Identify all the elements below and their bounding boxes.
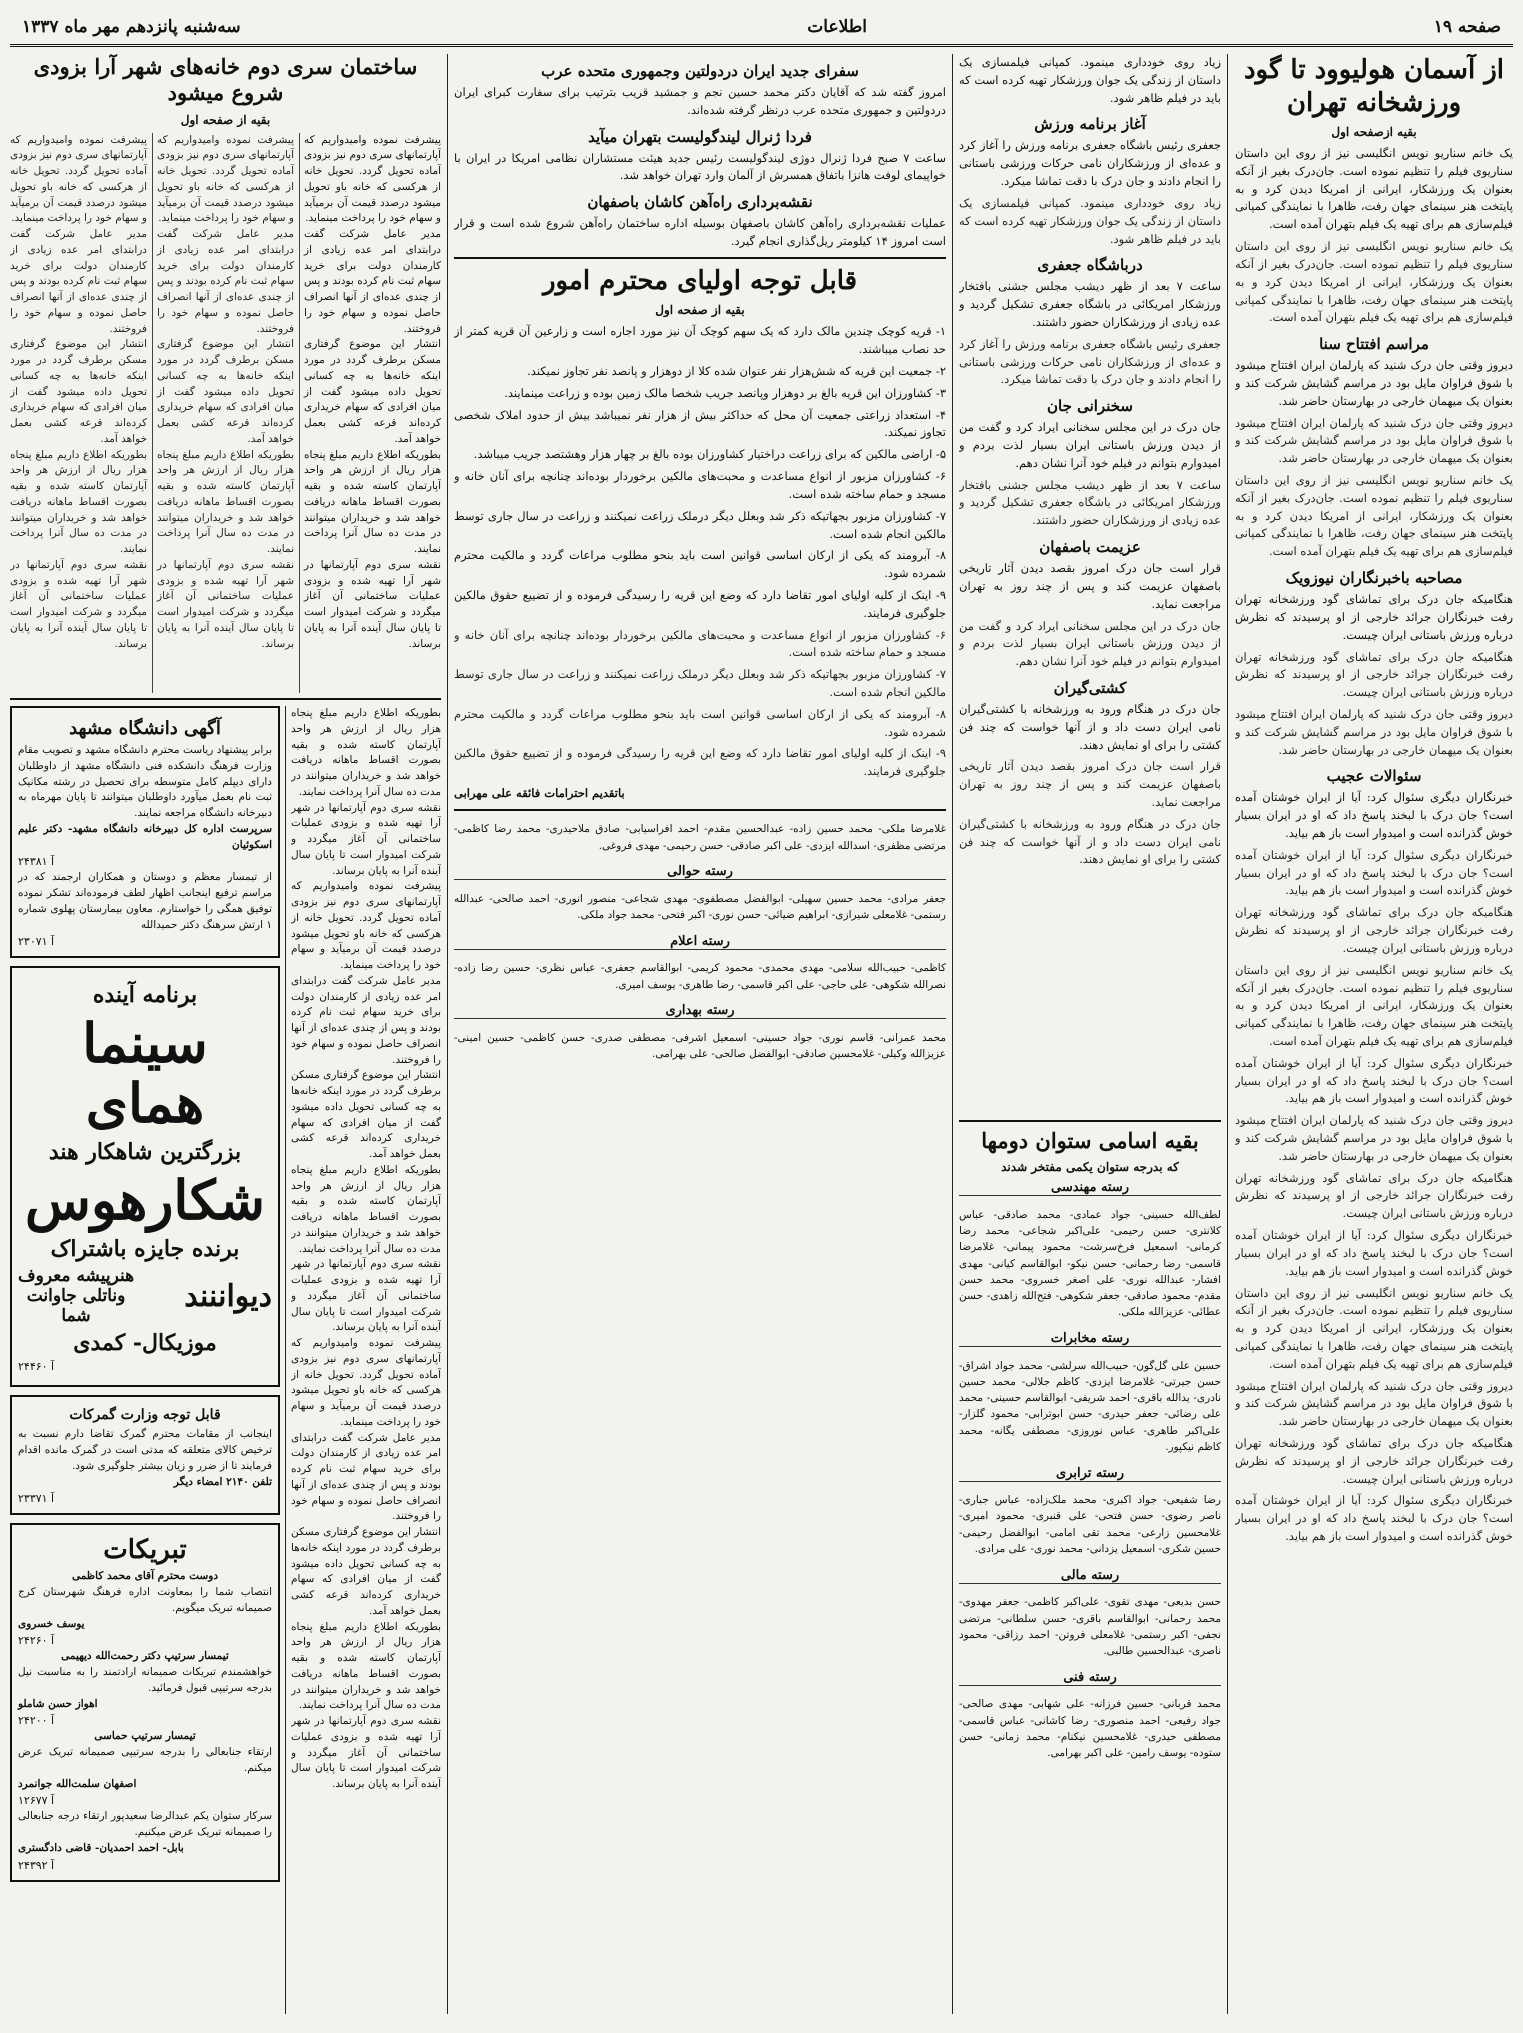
actor-name: دیواننند — [184, 1278, 272, 1314]
ad-code: آ ۱۲۶۷۷ — [18, 1794, 55, 1808]
promotions-subtitle: که بدرجه ستوان یکمی مفتخر شدند — [1001, 1160, 1179, 1175]
article-paragraph: دیروز وقتی جان درک شنید که پارلمان ایران افتتاح میشود با شوق فراوان مایل بود در مراسم گشایش شرکت کند و بعنوان یک میهمان خارجی در بهارستان حاضر شد. — [1235, 415, 1513, 466]
names-list: جعفر مرادی- محمد حسین سهیلی- ابوالفضل مصطفوی- مهدی شجاعی- منصور انوری- احمد صالحی- عبدالله رستمی- غلامعلی شیرازی- ابراهیم ضیائی- حسن نوری- اکبر فتحی- محمد جواد ملکی. — [454, 892, 946, 922]
continued-note: بقیه از صفحه اول — [655, 303, 745, 318]
ads-column — [10, 706, 280, 2014]
list-heading: رسته ترابری — [959, 1466, 1221, 1482]
mashhad-university-notice — [10, 706, 280, 958]
list-heading: رسته مهندسی — [959, 1180, 1221, 1196]
article-paragraph: مدیر عامل شرکت گفت درابتدای امر عده زیادی از کارمندان دولت برای خرید سهام ثبت نام کرده بودند و پس از چندی عده‌ای از آنها انصراف حاصل نموده و سهام خود را فروختند. — [10, 228, 147, 335]
notice-title: قابل توجه اولیای محترم امور — [542, 265, 858, 296]
article-paragraph: یک خانم سناریو نویس انگلیسی نیز از روی این داستان سناریوی فیلم را تنظیم نموده است. جان‌درک بغیر از آنکه بعنوان یک ورزشکار، ایرانی از امریکا دیدن کرد و به پایتخت هنر سینمای جهان رفت، ظاهرا با نمایندگی کمپانی فیلم‌سازی هم برای تهیه یک فیلم بتهران آمده است. — [1235, 473, 1513, 559]
article-paragraph: خبرنگاران دیگری سئوال کرد: آیا از ایران خوشتان آمده است؟ جان درک با لبخند پاسخ داد که او در ایران بسیار خوش گذرانده است و امیدوار است باز هم بیاید. — [1235, 847, 1513, 898]
column-rule — [285, 706, 286, 2014]
article-paragraph: نقشه سری دوم آپارتمانها در شهر آرا تهیه شده و بزودی عملیات ساختمانی آن آغاز میگردد و شرکت امیدوار است تا پایان سال آینده آنرا به پایان برساند. — [291, 801, 441, 877]
article-subheading: کشتی‌گیران — [1053, 678, 1127, 697]
promotions-title: بقیه اسامی ستوان دومها — [981, 1128, 1199, 1153]
congrats-addressee: تیمسار سرتیپ دکتر رحمت‌الله دیهیمی — [61, 1650, 229, 1663]
article-paragraph: هنگامیکه جان درک برای تماشای گود ورزشخانه تهران رفت خبرنگاران جرائد خارجی از او پرسیدند که نظرش درباره ورزش باستانی ایران چیست. — [1235, 1170, 1513, 1221]
article-paragraph: بطوریکه اطلاع داریم مبلغ پنجاه هزار ریال از ارزش هر واحد آپارتمان کاسته شده و بقیه بصورت اقساط ماهانه دریافت خواهد شد و خریداران میتوانند در مدت ده سال آنرا پرداخت نمایند. — [10, 448, 147, 555]
news-headline: فردا ژنرال لیندگولیست بتهران میآید — [588, 127, 812, 146]
officer-promotions — [959, 1128, 1221, 2014]
article-construction — [10, 54, 441, 694]
ad-code: آ ۲۳۰۷۱ — [18, 935, 55, 949]
article-paragraph: جان درک در هنگام ورود به ورزشخانه با کشتی‌گیران نامی ایران دست داد و از آنها خواست که چند فن کشتی را برای او نمایش دهند. — [959, 701, 1221, 752]
article-paragraph: مدیر عامل شرکت گفت درابتدای امر عده زیادی از کارمندان دولت برای خرید سهام ثبت نام کرده بودند و پس از چندی عده‌ای از آنها انصراف حاصل نموده و سهام خود را فروختند. — [291, 974, 441, 1066]
notice-item: ۸- آبرومند که یکی از ارکان اساسی قوانین است باید بنحو مطلوب مراعات گردد و مالکیت محترم شمرده شود. — [454, 548, 946, 581]
article-paragraph: پیشرفت نموده وامیدواریم که آپارتمانهای سری دوم نیز بزودی آماده تحویل گردد. تحویل خانه از هرکسی که خانه باو تحویل میشود درصدد قیمت آن برمیآید و سهام خود را پرداخت مینماید. — [291, 1337, 441, 1428]
names-list: حسن بدیعی- مهدی تقوی- علی‌اکبر کاظمی- جعفر مهدوی- محمد رحمانی- ابوالقاسم باقری- حسن سلطانی- مرتضی نجفی- اکبر رستمی- غلامعلی فروتن- احمد رزاقی- محمود ناصری- عبدالحسین طالبی. — [959, 1596, 1221, 1658]
article-columns — [10, 133, 441, 693]
issue-date: سه‌شنبه پانزدهم مهر ماه ۱۳۳۷ — [22, 17, 241, 37]
notice-item: ۹- اینک از کلیه اولیای امور تقاضا دارد که وضع این قریه را رسیدگی فرموده و از تضییع حقوق مالکین جلوگیری فرمایند. — [454, 587, 946, 620]
congrats-sign: اهواز حسن شاملو — [18, 1697, 98, 1710]
list-heading: رسته مالی — [959, 1568, 1221, 1584]
notice-item: ۷- کشاورزان مزبور بجهاتیکه ذکر شد وبعلل دیگر درملک زراعت نمیکنند و زراعت در سال جاری توسط مالکین انجام شده است. — [454, 667, 946, 699]
congratulations — [10, 1523, 280, 1881]
article-paragraph: هنگامیکه جان درک برای تماشای گود ورزشخانه تهران رفت خبرنگاران جرائد خارجی از او پرسیدند که نظرش درباره ورزش باستانی ایران چیست. — [1235, 592, 1513, 642]
article-paragraph: مدیر عامل شرکت گفت درابتدای امر عده زیادی از کارمندان دولت برای خرید سهام ثبت نام کرده بودند و پس از چندی عده‌ای از آنها انصراف حاصل نموده و سهام خود را فروختند. — [291, 1431, 441, 1523]
actor-name: وناتلی جاوانت — [26, 1286, 126, 1307]
article-paragraph: بطوریکه اطلاع داریم مبلغ پنجاه هزار ریال از ارزش هر واحد آپارتمان کاسته شده و بقیه بصورت اقساط ماهانه دریافت خواهد شد و خریداران میتوانند در مدت ده سال آنرا پرداخت نمایند. — [304, 448, 441, 555]
notice-item: ۵- اراضی مالکین که برای زراعت دراختیار کشاورزان بوده بالغ بر چهار هزار وهشتصد جریب میباشد. — [473, 447, 946, 462]
center-name-lists — [454, 821, 946, 1062]
article-paragraph: جان درک در این مجلس سخنانی ایراد کرد و گفت من از دیدن ورزش باستانی ایران بسیار لذت بردم و امیدوارم بتوانم در فیلم خود آنرا نشان دهم. — [959, 618, 1221, 669]
customs-notice — [10, 1395, 280, 1515]
ad-code: آ ۲۴۲۰۰ — [18, 1714, 55, 1728]
article-subheading: سئوالات عجیب — [1326, 767, 1422, 786]
masthead — [10, 10, 1513, 47]
notice-item: ۱- قریه کوچک چندین مالک دارد که یک سهم کوچک آن نیز مورد اجاره است و زارعین آن قریه کمتر از حد نصاب میباشند. — [454, 324, 946, 357]
article-paragraph: خبرنگاران دیگری سئوال کرد: آیا از ایران خوشتان آمده است؟ جان درک با لبخند پاسخ داد که او در ایران بسیار خوش گذرانده است و امیدوار است باز هم بیاید. — [1235, 1055, 1513, 1106]
names-list: حسین علی گل‌گون- حبیب‌الله سرلشی- محمد جواد اشراق- حسن جیرتی- غلامرضا ایزدی- کاظم جلالی- محمد حسین نادری- یدالله باقری- احمد شریفی- ابوالقاسم حسینی- محمد علی رضائی- جعفر حیدری- حسن ابوترابی- محمود گلزار- علی‌اکبر طاهری- عباس نوروزی- مصطفی یگانه- محمد کاظم نیکپور. — [959, 1359, 1221, 1453]
article-paragraph: دیروز وقتی جان درک شنید که پارلمان ایران افتتاح میشود با شوق فراوان مایل بود در مراسم گشایش شرکت کند و بعنوان یک میهمان خارجی در بهارستان حاضر شد. — [1235, 706, 1513, 757]
cast-details — [18, 1266, 134, 1326]
article-subheading: مراسم افتتاح سنا — [1319, 335, 1429, 354]
notice-title: قابل توجه وزارت گمرکات — [69, 1407, 221, 1424]
article-paragraph: دیروز وقتی جان درک شنید که پارلمان ایران افتتاح میشود با شوق فراوان مایل بود در مراسم گشایش شرکت کند و بعنوان یک میهمان خارجی در بهارستان حاضر شد. — [1235, 1378, 1513, 1429]
list-heading: رسته اعلام — [454, 934, 946, 950]
congrats-body: ارتقاء جنابعالی را بدرجه سرتیپی صمیمانه تبریک عرض میکنم. — [18, 1746, 272, 1774]
article-paragraph: بطوریکه اطلاع داریم مبلغ پنجاه هزار ریال از ارزش هر واحد آپارتمان کاسته شده و بقیه بصورت اقساط ماهانه دریافت خواهد شد و خریداران میتوانند در مدت ده سال آنرا پرداخت نمایند. — [291, 1620, 441, 1712]
article-paragraph: بطوریکه اطلاع داریم مبلغ پنجاه هزار ریال از ارزش هر واحد آپارتمان کاسته شده و بقیه بصورت اقساط ماهانه دریافت خواهد شد و خریداران میتوانند در مدت ده سال آنرا پرداخت نمایند. — [291, 1163, 441, 1255]
article-sports — [959, 54, 1221, 1114]
article-subheading: درباشگاه جعفری — [1037, 256, 1143, 275]
article-title: از آسمان هولیوود تا گود ورزشخانه تهران — [1243, 55, 1505, 118]
article-paragraph: مدیر عامل شرکت گفت درابتدای امر عده زیادی از کارمندان دولت برای خرید سهام ثبت نام کرده بودند و پس از چندی عده‌ای از آنها انصراف حاصل نموده و سهام خود را فروختند. — [157, 228, 294, 335]
notice-title: آگهی دانشگاه مشهد — [69, 718, 221, 739]
notice-item: ۶- کشاورزان مزبور از انواع مساعدت و محبت‌های مالکین برخوردار بوده‌اند چنانچه برای آنان خانه و مسجد و حمام ساخته شده است. — [454, 469, 946, 501]
notice-body: از تیمسار معظم و دوستان و همکاران ارجمند که در مراسم ترفیع اینجانب اظهار لطف فرموده‌اند تشکر نموده توفیق همگی را خواستارم. معاون بیمارستان پهلوی شماره ۱ ارتش سرهنگ دکتر حمیدالله — [18, 871, 272, 931]
article-paragraph: پیشرفت نموده وامیدواریم که آپارتمانهای سری دوم نیز بزودی آماده تحویل گردد. تحویل خانه از هرکسی که خانه باو تحویل میشود درصدد قیمت آن برمیآید و سهام خود را پرداخت مینماید. — [157, 133, 294, 225]
article-paragraph: جعفری رئیس باشگاه جعفری برنامه ورزش را آغاز کرد و عده‌ای از ورزشکاران نامی حرکات ورزشی باستانی را انجام دادند و جان درک با دقت تماشا میکرد. — [959, 336, 1221, 387]
center-column — [454, 54, 946, 2014]
article-paragraph: هنگامیکه جان درک برای تماشای گود ورزشخانه تهران رفت خبرنگاران جرائد خارجی از او پرسیدند که نظرش درباره ورزش باستانی ایران چیست. — [1235, 649, 1513, 700]
article-paragraph: نقشه سری دوم آپارتمانها در شهر آرا تهیه شده و بزودی عملیات ساختمانی آن آغاز میگردد و شرکت امیدوار است تا پایان سال آینده آنرا به پایان برساند. — [304, 558, 441, 650]
section-divider — [454, 809, 946, 811]
notice-body: اینجانب از مقامات محترم گمرک تقاضا دارم نسبت به ترخیص کالای متعلقه که مدتی است در گمرک مانده اقدام فرمایند تا از ضرر و زیان بیشتر جلوگیری شود. — [18, 1428, 272, 1472]
article-paragraph: دیروز وقتی جان درک شنید که پارلمان ایران افتتاح میشود با شوق فراوان مایل بود در مراسم گشایش شرکت کند و بعنوان یک میهمان خارجی در بهارستان حاضر شد. — [1235, 1113, 1513, 1163]
article-paragraph: خبرنگاران دیگری سئوال کرد: آیا از ایران خوشتان آمده است؟ جان درک با لبخند پاسخ داد که او در ایران بسیار خوش گذرانده است و امیدوار است باز هم بیاید. — [1235, 790, 1513, 840]
news-paragraph: عملیات نقشه‌برداری راه‌آهن کاشان باصفهان بوسیله اداره ساختمان راه‌آهن شروع شده است و قرار است امروز ۱۴ کیلومتر ریل‌گذاری انجام گیرد. — [454, 216, 946, 249]
actor-role: هنرپیشه معروف — [18, 1266, 135, 1287]
cast-row — [18, 1266, 272, 1326]
names-list: لطف‌الله حسینی- جواد عمادی- محمد صادقی- عباس کلانتری- حسن رحیمی- علی‌اکبر شجاعی- محمد رضا کرمانی- اسمعیل فرخ‌سرشت- محمود پیمانی- غلامرضا قاسمی- رضا رحمانی- حسن نیکو- ابوالقاسم کیانی- مهدی افشار- عبدالله نوری- علی اصغر خسروی- محمد حسن مقدم- محمود صادقی- جعفر شکوهی- فتح‌الله زاهدی- حسن عطائی- عزیزالله ملکی. — [959, 1208, 1221, 1319]
page-number: صفحه ۱۹ — [1433, 17, 1501, 37]
news-headline: سفرای جدید ایران دردولتین وجمهوری متحده عرب — [541, 62, 859, 80]
article-paragraph: خبرنگاران دیگری سئوال کرد: آیا از ایران خوشتان آمده است؟ جان درک با لبخند پاسخ داد که او در ایران بسیار خوش گذرانده است و امیدوار است باز هم بیاید. — [1235, 1228, 1513, 1278]
news-briefs — [454, 62, 946, 251]
article-paragraph: انتشار این موضوع گرفتاری مسکن برطرف گردد در مورد اینکه خانه‌ها به چه کسانی تحویل داده میشود گفت از میان افرادی که سهام خریداری کرده‌اند قرعه کشی بعمل خواهد آمد. — [304, 338, 441, 445]
names-list: محمد عمرانی- قاسم نوری- جواد حسینی- اسمعیل اشرفی- مصطفی صدری- حسن کاظمی- حسین امینی- عزیزالله وکیلی- غلامحسین صادقی- ابوالفضل صالحی- علی بهرامی. — [454, 1031, 946, 1061]
cinema-tagline: بزرگترین شاهکار هند — [48, 1139, 242, 1166]
article-paragraph: مدیر عامل شرکت گفت درابتدای امر عده زیادی از کارمندان دولت برای خرید سهام ثبت نام کرده بودند و پس از چندی عده‌ای از آنها انصراف حاصل نموده و سهام خود را فروختند. — [304, 228, 441, 335]
ad-code: آ ۲۴۳۹۲ — [18, 1858, 55, 1872]
names-list: رضا شفیعی- جواد اکبری- محمد ملک‌زاده- عباس جباری- ناصر رضوی- حسن فتحی- علی قنبری- محمود امیری- غلامحسین زارعی- محمد تقی امامی- ابوالفضل رحیمی- حسین شکری- اسمعیل یزدانی- محمد نوری- علی مرادی. — [959, 1494, 1221, 1555]
article-paragraph: نقشه سری دوم آپارتمانها در شهر آرا تهیه شده و بزودی عملیات ساختمانی آن آغاز میگردد و شرکت امیدوار است تا پایان سال آینده آنرا به پایان برساند. — [10, 558, 147, 650]
article-title: ساختمان سری دوم خانه‌های شهر آرا بزودی شروع میشود — [33, 54, 418, 106]
article-paragraph: خبرنگاران دیگری سئوال کرد: آیا از ایران خوشتان آمده است؟ جان درک با لبخند پاسخ داد که او در ایران بسیار خوش گذرانده است و امیدوار است باز هم بیاید. — [1235, 1493, 1513, 1544]
article-paragraph: انتشار این موضوع گرفتاری مسکن برطرف گردد در مورد اینکه خانه‌ها به چه کسانی تحویل داده میشود گفت از میان افرادی که سهام خریداری کرده‌اند قرعه کشی بعمل خواهد آمد. — [157, 338, 294, 445]
article-subheading: آغاز برنامه ورزش — [1034, 115, 1146, 134]
congrats-body: انتصاب شما را بمعاونت اداره فرهنگ شهرستان کرج صمیمانه تبریک میگویم. — [18, 1586, 272, 1614]
article-subheading: عزیمت باصفهان — [1039, 538, 1141, 557]
congrats-addressee: دوست محترم آقای محمد کاظمی — [71, 1570, 219, 1583]
notice-item: ۳- کشاورزان این قریه بالغ بر دوهزار وپانصد جریب شخصا مالک زمین بوده و زراعت مینمایند. — [504, 385, 946, 400]
newspaper-page — [10, 10, 1513, 2023]
article-paragraph: ساعت ۷ بعد از ظهر دیشب مجلس جشنی بافتخار ورزشکار امریکائی در باشگاه جعفری تشکیل گردید و عده زیادی از ورزشکاران حضور داشتند. — [959, 477, 1221, 528]
notice-item: ۶- کشاورزان مزبور از انواع مساعدت و محبت‌های مالکین برخوردار بوده‌اند چنانچه برای آنان خانه و مسجد و حمام ساخته شده است. — [454, 627, 946, 660]
article-paragraph: بطوریکه اطلاع داریم مبلغ پنجاه هزار ریال از ارزش هر واحد آپارتمان کاسته شده و بقیه بصورت اقساط ماهانه دریافت خواهد شد و خریداران میتوانند در مدت ده سال آنرا پرداخت نمایند. — [157, 448, 294, 555]
cinema-ad-top: برنامه آینده — [92, 982, 198, 1009]
article-paragraph: انتشار این موضوع گرفتاری مسکن برطرف گردد در مورد اینکه خانه‌ها به چه کسانی تحویل داده میشود گفت از میان افرادی که سهام خریداری کرده‌اند قرعه کشی بعمل خواهد آمد. — [291, 1069, 441, 1160]
article-paragraph: انتشار این موضوع گرفتاری مسکن برطرف گردد در مورد اینکه خانه‌ها به چه کسانی تحویل داده میشود گفت از میان افرادی که سهام خریداری کرده‌اند قرعه کشی بعمل خواهد آمد. — [10, 338, 147, 445]
cinema-name: سینما همای — [82, 1011, 208, 1135]
news-paragraph: ساعت ۷ صبح فردا ژنرال دوژی لیندگولیست رئیس جدید هیئت مستشاران نظامی امریکا در ایران با خواپیمای لوفت هانزا باتفاق همسرش از آلمان وارد تهران خواهد شد. — [454, 150, 946, 183]
congrats-addressee: تیمسار سرتیپ حماسی — [94, 1730, 196, 1743]
notice-phone: تلفن ۲۱۴۰ امضاء دیگر — [173, 1475, 272, 1488]
article-paragraph: زیاد روی خودداری مینمود. کمپانی فیلمسازی یک داستان از زندگی یک جوان ورزشکار تهیه کرده است که باید در فیلم ظاهر شود. — [959, 195, 1221, 246]
ad-code: آ ۲۳۳۷۱ — [18, 1492, 55, 1506]
notice-signature: سرپرست اداره کل دبیرخانه دانشگاه مشهد- دکتر علیم اسکوئیان — [18, 822, 272, 851]
article-hollywood — [1235, 54, 1513, 2014]
column-rule — [952, 54, 953, 2014]
article-paragraph: یک خانم سناریو نویس انگلیسی نیز از روی این داستان سناریوی فیلم را تنظیم نموده است. جان‌درک بغیر از آنکه بعنوان یک ورزشکار، ایرانی از امریکا دیدن کرد و به پایتخت هنر سینمای جهان رفت، ظاهرا با نمایندگی کمپانی فیلم‌سازی هم برای تهیه یک فیلم بتهران آمده است. — [1235, 146, 1513, 232]
list-heading: رسته فنی — [959, 1670, 1221, 1686]
article-paragraph: یک خانم سناریو نویس انگلیسی نیز از روی این داستان سناریوی فیلم را تنظیم نموده است. جان‌درک بغیر از آنکه بعنوان یک ورزشکار، ایرانی از امریکا دیدن کرد و به پایتخت هنر سینمای جهان رفت، ظاهرا با نمایندگی کمپانی فیلم‌سازی هم برای تهیه یک فیلم بتهران آمده است. — [1235, 239, 1513, 325]
names-list: کاظمی- حبیب‌الله سلامی- مهدی محمدی- محمود کریمی- ابوالقاسم جعفری- عباس نظری- حسین رضا زاده- نصرالله شکوهی- علی حاجی- علی اکبر قاسمی- رضا طاهری- یوسف امیری. — [454, 962, 946, 991]
congrats-title: تبریکات — [103, 1535, 187, 1566]
article-paragraph: یک خانم سناریو نویس انگلیسی نیز از روی این داستان سناریوی فیلم را تنظیم نموده است. جان‌درک بغیر از آنکه بعنوان یک ورزشکار، ایرانی از امریکا دیدن کرد و به پایتخت هنر سینمای جهان رفت، ظاهرا با نمایندگی کمپانی فیلم‌سازی هم برای تهیه یک فیلم بتهران آمده است. — [1235, 1285, 1513, 1371]
ad-code: آ ۲۴۲۶۰ — [18, 1634, 55, 1648]
column-rule — [1227, 54, 1228, 2014]
article-paragraph: ساعت ۷ بعد از ظهر دیشب مجلس جشنی بافتخار ورزشکار امریکائی در باشگاه جعفری تشکیل گردید و عده زیادی از ورزشکاران حضور داشتند. — [959, 279, 1221, 329]
ad-code: آ ۲۴۳۸۱ — [18, 855, 55, 869]
film-title: شکارهوس — [25, 1168, 265, 1233]
list-heading: رسته مخابرات — [959, 1331, 1221, 1347]
article-paragraph: نقشه سری دوم آپارتمانها در شهر آرا تهیه شده و بزودی عملیات ساختمانی آن آغاز میگردد و شرکت امیدوار است تا پایان سال آینده آنرا به پایان برساند. — [157, 558, 294, 650]
notice-item: ۸- آبرومند که یکی از ارکان اساسی قوانین است باید بنحو مطلوب مراعات گردد و مالکیت محترم شمرده شود. — [454, 706, 946, 739]
article-paragraph: نقشه سری دوم آپارتمانها در شهر آرا تهیه شده و بزودی عملیات ساختمانی آن آغاز میگردد و شرکت امیدوار است تا پایان سال آینده آنرا به پایان برساند. — [291, 1258, 441, 1334]
notice-signature: باتقدیم احترامات فائقه علی مهرابی — [454, 786, 625, 801]
congrats-sign: اصفهان سلمت‌الله جوانمرد — [18, 1777, 137, 1790]
paper-name: اطلاعات — [807, 17, 867, 37]
article-paragraph: قرار است جان درک امروز بقصد دیدن آثار تاریخی باصفهان عزیمت کند و پس از چند روز به تهران مراجعت نماید. — [959, 561, 1221, 611]
actor-name: شما — [61, 1306, 91, 1327]
article-paragraph: بطوریکه اطلاع داریم مبلغ پنجاه هزار ریال از ارزش هر واحد آپارتمان کاسته شده و بقیه بصورت اقساط ماهانه دریافت خواهد شد و خریداران میتوانند در مدت ده سال آنرا پرداخت نمایند. — [291, 707, 441, 798]
news-headline: نقشه‌برداری راه‌آهن کاشان باصفهان — [587, 193, 813, 212]
news-paragraph: امروز گفته شد که آقایان دکتر محمد حسین نجم و جمشید قریب بترتیب برای سفارت کبرای ایران دردولتین و جمهوری متحده عرب درنظر گرفته شده‌اند. — [454, 85, 946, 117]
article-subheading: مصاحبه باخبرنگاران نیوزویک — [1285, 569, 1463, 588]
article-paragraph: قرار است جان درک امروز بقصد دیدن آثار تاریخی باصفهان عزیمت کند و پس از چند روز به تهران مراجعت نماید. — [959, 759, 1221, 809]
film-award: برنده جایزه باشتراک — [50, 1236, 240, 1263]
article-paragraph: پیشرفت نموده وامیدواریم که آپارتمانهای سری دوم نیز بزودی آماده تحویل گردد. تحویل خانه از هرکسی که خانه باو تحویل میشود درصدد قیمت آن برمیآید و سهام خود را پرداخت مینماید. — [291, 880, 441, 971]
names-list: غلامرضا ملکی- محمد حسین زاده- عبدالحسین مقدم- احمد افراسیابی- صادق ملاحیدری- محمد رضا کاظمی- مرتضی مظفری- اسدالله ایزدی- علی اکبر صادقی- حسن رحیمی- مهدی فروغی. — [454, 823, 946, 852]
article-paragraph: پیشرفت نموده وامیدواریم که آپارتمانهای سری دوم نیز بزودی آماده تحویل گردد. تحویل خانه از هرکسی که خانه باو تحویل میشود درصدد قیمت آن برمیآید و سهام خود را پرداخت مینماید. — [304, 133, 441, 225]
article-paragraph: پیشرفت نموده وامیدواریم که آپارتمانهای سری دوم نیز بزودی آماده تحویل گردد. تحویل خانه از هرکسی که خانه باو تحویل میشود درصدد قیمت آن برمیآید و سهام خود را پرداخت مینماید. — [10, 133, 147, 225]
congrats-body: سرکار ستوان یکم عبدالرضا سعیدپور ارتقاء درجه جنابعالی را صمیمانه تبریک عرض میکنیم. — [18, 1810, 272, 1839]
notice-item: ۴- استعداد زراعتی جمعیت آن محل که حداکثر بیش از هزار نفر نمیباشد بیش از حدود املاک شخصی تجاوز نمیکند. — [454, 407, 946, 440]
article-paragraph: دیروز وقتی جان درک شنید که پارلمان ایران افتتاح میشود با شوق فراوان مایل بود در مراسم گشایش شرکت کند و بعنوان یک میهمان خارجی در بهارستان حاضر شد. — [1235, 358, 1513, 408]
article-paragraph: جان درک در هنگام ورود به ورزشخانه با کشتی‌گیران نامی ایران دست داد و از آنها خواست که چند فن کشتی را برای او نمایش دهند. — [959, 816, 1221, 867]
article-paragraph: یک خانم سناریو نویس انگلیسی نیز از روی این داستان سناریوی فیلم را تنظیم نموده است. جان‌درک بغیر از آنکه بعنوان یک ورزشکار، ایرانی از امریکا دیدن کرد و به پایتخت هنر سینمای جهان رفت، ظاهرا با نمایندگی کمپانی فیلم‌سازی هم برای تهیه یک فیلم بتهران آمده است. — [1235, 962, 1513, 1048]
notice-item: ۲- جمعیت این قریه که شش‌هزار نفر عنوان شده کلا از دوهزار و پانصد نفر تجاوز نمیکند. — [527, 364, 946, 378]
notice-officials — [454, 265, 946, 803]
column-rule — [447, 54, 448, 2014]
names-list: محمد قربانی- حسین فرزانه- علی شهابی- مهدی صالحی- جواد رفیعی- احمد منصوری- رضا کاشانی- عباس قاسمی- مصطفی حیدری- غلامحسین نیکنام- محمد زمانی- حسن ستوده- یوسف رامین- علی اکبر بهرامی. — [959, 1698, 1221, 1760]
article-paragraph: انتشار این موضوع گرفتاری مسکن برطرف گردد در مورد اینکه خانه‌ها به چه کسانی تحویل داده میشود گفت از میان افرادی که سهام خریداری کرده‌اند قرعه کشی بعمل خواهد آمد. — [291, 1526, 441, 1617]
article-paragraph: هنگامیکه جان درک برای تماشای گود ورزشخانه تهران رفت خبرنگاران جرائد خارجی از او پرسیدند که نظرش درباره ورزش باستانی ایران چیست. — [1235, 1436, 1513, 1486]
article-paragraph: نقشه سری دوم آپارتمانها در شهر آرا تهیه شده و بزودی عملیات ساختمانی آن آغاز میگردد و شرکت امیدوار است تا پایان سال آینده آنرا به پایان برساند. — [291, 1715, 441, 1790]
article-paragraph: هنگامیکه جان درک برای تماشای گود ورزشخانه تهران رفت خبرنگاران جرائد خارجی از او پرسیدند که نظرش درباره ورزش باستانی ایران چیست. — [1235, 905, 1513, 955]
article-subheading: سخنرانی جان — [1047, 397, 1133, 416]
congrats-sign: بابل- احمد احمدیان- قاضی دادگستری — [18, 1841, 184, 1854]
continued-note: بقیه ازصفحه اول — [1331, 125, 1417, 139]
congrats-sign: یوسف خسروی — [18, 1617, 85, 1630]
article-paragraph: جعفری رئیس باشگاه جعفری برنامه ورزش را آغاز کرد و عده‌ای از ورزشکاران نامی حرکات ورزشی باستانی را انجام دادند و جان درک با دقت تماشا میکرد. — [959, 138, 1221, 189]
section-divider — [10, 698, 441, 700]
continued-note: بقیه از صفحه اول — [180, 112, 271, 127]
list-heading: رسته حوالی — [454, 864, 946, 880]
section-divider — [454, 257, 946, 259]
notice-item: ۹- اینک از کلیه اولیای امور تقاضا دارد که وضع این قریه را رسیدگی فرموده و از تضییع حقوق مالکین جلوگیری فرمایند. — [454, 746, 946, 779]
cinema-ad — [10, 966, 280, 1387]
notice-item: ۷- کشاورزان مزبور بجهاتیکه ذکر شد وبعلل دیگر درملک زراعت نمیکنند و زراعت در سال جاری توسط مالکین انجام شده است. — [454, 508, 946, 541]
list-heading: رسته بهداری — [454, 1003, 946, 1019]
section-divider — [959, 1120, 1221, 1122]
article-construction-continued — [291, 706, 441, 2014]
article-paragraph: زیاد روی خودداری مینمود. کمپانی فیلمسازی یک داستان از زندگی یک جوان ورزشکار تهیه کرده است که باید در فیلم ظاهر شود. — [959, 55, 1221, 105]
ad-code: آ ۲۴۴۶۰ — [18, 1360, 55, 1374]
article-paragraph: جان درک در این مجلس سخنانی ایراد کرد و گفت من از دیدن ورزش باستانی ایران بسیار لذت بردم و امیدوارم بتوانم در فیلم خود آنرا نشان دهم. — [959, 420, 1221, 470]
congrats-body: خواهشمندم تبریکات صمیمانه ارادتمند را به مناسبت نیل بدرجه سرتیپی قبول فرمائید. — [18, 1666, 272, 1694]
film-genre: موزیکال- کمدی — [73, 1330, 217, 1357]
notice-body: برابر پیشنهاد ریاست محترم دانشگاه مشهد و تصویب مقام وزارت فرهنگ دانشکده فنی دانشگاه مشهد از داوطلبان دارای دیپلم کامل متوسطه برای تحصیل در رشته مکانیک ثبت نام بعمل میآورد داوطلبان میتوانند تا پایان مهرماه به دبیرخانه دانشگاه مراجعه نمایند. — [18, 744, 272, 819]
